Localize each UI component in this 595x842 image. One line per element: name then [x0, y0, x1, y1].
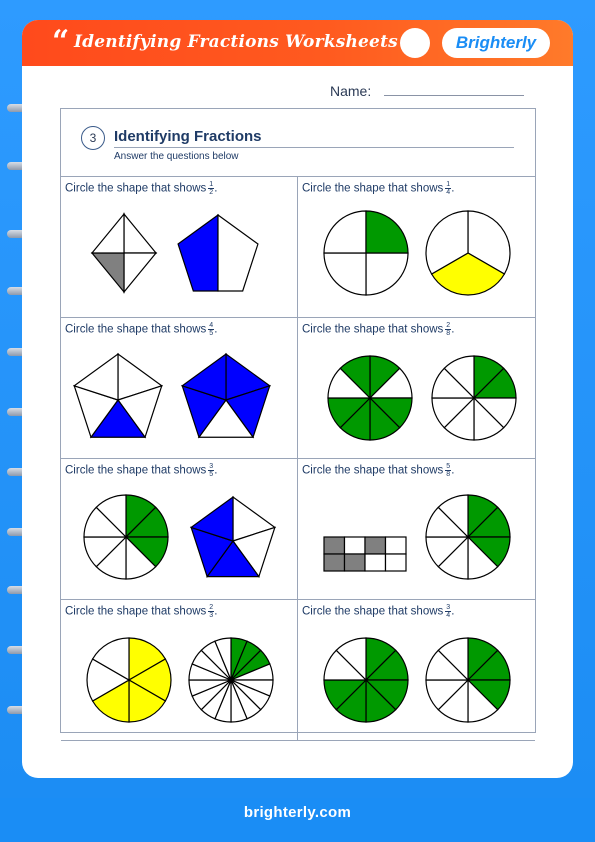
question-cell — [298, 318, 535, 459]
pentagon-sectors-shape[interactable] — [74, 354, 161, 437]
rectangle-part — [386, 554, 407, 571]
fraction-denominator: 3 — [209, 612, 214, 619]
prompt-period: . — [214, 605, 218, 618]
section-subtitle: Answer the questions below — [114, 151, 239, 162]
rectangle-part — [365, 554, 386, 571]
prompt-text: Circle the shape that shows — [65, 605, 207, 618]
circle-quarters-shape[interactable] — [324, 211, 408, 295]
prompt-text: Circle the shape that shows — [302, 464, 444, 477]
worksheet-title: Identifying Fractions Worksheets — [74, 32, 398, 52]
prompt-period: . — [451, 605, 455, 618]
pie-sector — [366, 253, 408, 295]
shape-options — [298, 318, 535, 459]
rectangle-eighths-shape[interactable] — [324, 537, 406, 571]
diamond-part — [124, 214, 156, 253]
prompt-text: Circle the shape that shows — [302, 182, 444, 195]
pie-sector — [324, 211, 366, 253]
fraction-denominator: 5 — [209, 471, 214, 478]
question-cell — [61, 459, 298, 600]
question-cell — [298, 177, 535, 318]
prompt-period: . — [214, 464, 218, 477]
pie-sector — [366, 211, 408, 253]
fraction-numerator: 1 — [446, 181, 451, 188]
circle-eighths-shape[interactable] — [324, 638, 408, 722]
fraction-numerator: 2 — [446, 322, 451, 329]
rectangle-part — [386, 537, 407, 554]
section-number: 3 — [81, 126, 105, 150]
prompt-period: . — [214, 182, 218, 195]
prompt-text: Circle the shape that shows — [302, 605, 444, 618]
pentagon-sectors-shape[interactable] — [182, 354, 269, 437]
fraction-denominator: 2 — [209, 189, 214, 196]
question-cell — [298, 459, 535, 600]
rectangle-part — [345, 537, 366, 554]
circle-thirds-shape[interactable] — [426, 211, 510, 295]
fraction-denominator: 4 — [446, 612, 451, 619]
diamond-part — [92, 214, 124, 253]
section-title: Identifying Fractions — [114, 128, 262, 145]
worksheet-header — [22, 20, 573, 66]
question-cell — [61, 600, 298, 741]
prompt-text: Circle the shape that shows — [65, 182, 207, 195]
circle-sixteenths-shape[interactable] — [189, 638, 273, 722]
shape-options — [61, 318, 298, 459]
shape-options — [61, 459, 298, 600]
shape-options — [61, 600, 298, 741]
circle-eighths-shape[interactable] — [432, 356, 516, 440]
fraction-denominator: 5 — [209, 330, 214, 337]
name-label: Name: — [330, 83, 372, 99]
prompt-period: . — [451, 182, 455, 195]
question-grid — [61, 176, 535, 732]
section-divider — [114, 147, 514, 148]
rectangle-part — [365, 537, 386, 554]
fraction-numerator: 2 — [209, 604, 214, 611]
circle-sixths-shape[interactable] — [87, 638, 171, 722]
pentagon-half — [218, 215, 258, 291]
prompt-period: . — [214, 323, 218, 336]
prompt-text: Circle the shape that shows — [65, 323, 207, 336]
circle-eighths-shape[interactable] — [426, 495, 510, 579]
question-cell — [61, 177, 298, 318]
fraction-numerator: 5 — [446, 463, 451, 470]
fraction-denominator: 8 — [446, 471, 451, 478]
question-cell — [61, 318, 298, 459]
worksheet-paper — [22, 20, 573, 778]
shape-options — [298, 177, 535, 318]
fraction-denominator: 8 — [446, 330, 451, 337]
diamond-shape[interactable] — [92, 214, 156, 292]
question-cell — [298, 600, 535, 741]
rectangle-part — [324, 537, 345, 554]
shape-options — [61, 177, 298, 318]
pentagon-half — [178, 215, 218, 291]
pie-sector — [324, 253, 366, 295]
pentagon-shape[interactable] — [178, 215, 258, 291]
fraction-numerator: 4 — [209, 322, 214, 329]
diamond-part — [92, 253, 124, 292]
quote-icon: “ — [52, 24, 70, 59]
decorative-circle-icon — [400, 28, 430, 58]
rectangle-part — [324, 554, 345, 571]
prompt-text: Circle the shape that shows — [65, 464, 207, 477]
pentagon-sectors-shape[interactable] — [191, 497, 275, 577]
circle-eighths-shape[interactable] — [84, 495, 168, 579]
circle-eighths-shape[interactable] — [426, 638, 510, 722]
rectangle-part — [345, 554, 366, 571]
shape-options — [298, 600, 535, 741]
footer-website: brighterly.com — [243, 804, 352, 821]
fraction-numerator: 1 — [209, 181, 214, 188]
prompt-period: . — [451, 464, 455, 477]
prompt-period: . — [451, 323, 455, 336]
name-write-line[interactable] — [384, 95, 524, 96]
prompt-text: Circle the shape that shows — [302, 323, 444, 336]
fraction-numerator: 3 — [446, 604, 451, 611]
worksheet-frame — [60, 108, 536, 733]
fraction-denominator: 4 — [446, 189, 451, 196]
circle-eighths-shape[interactable] — [328, 356, 412, 440]
diamond-part — [124, 253, 156, 292]
brighterly-logo: Brighterly — [442, 28, 550, 58]
shape-options — [298, 459, 535, 600]
fraction-numerator: 3 — [209, 463, 214, 470]
